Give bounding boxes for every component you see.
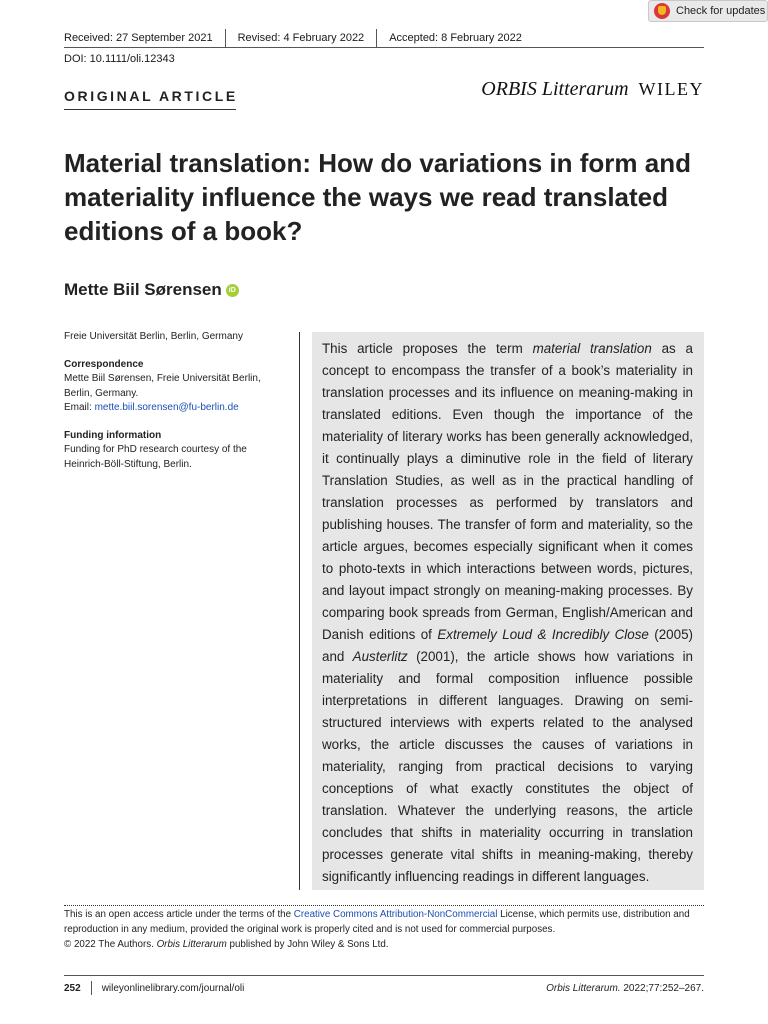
abstract [312,332,704,890]
abstract-part: (2005) and [322,627,693,664]
journal-branding [481,78,704,101]
page-footer [64,981,704,995]
orcid-icon[interactable]: iD [226,284,239,297]
citation [546,983,704,994]
correspondence-email [64,401,289,416]
divider [376,29,377,47]
correspondence-heading: Correspondence [64,358,144,370]
abstract-part: (2001), the article shows how variations in materiality and formal composition influence possible interpretations in different languages. Drawing on semi-structured interviews with experts related to the analysed works, the article discusses the causes of variations in materiality, ranging from practical decisions to varying conceptions of what exactly constitutes the object of translation. Whatever the underlying reasons, the article concludes that shifts in materiality occurring in translation processes generate vital shifts in meaning-making, thereby significantly influencing readings in different languages. [322,649,694,884]
citation-journal: Orbis Litterarum. [546,982,621,994]
copyright [64,937,704,952]
funding [64,429,289,473]
doi[interactable]: DOI: 10.1111/oli.12343 [64,53,175,65]
article-type: ORIGINAL ARTICLE [64,88,238,104]
abstract-part: This article proposes the term [322,341,533,356]
publisher-logo: WILEY [638,79,704,99]
journal-url[interactable]: wileyonlinelibrary.com/journal/oli [101,982,245,994]
divider [91,981,92,995]
page-number: 252 [64,982,81,994]
footer-rule [64,975,704,976]
abstract-term: material translation [532,341,652,356]
citation-details: 2022;77:252–267. [620,982,704,994]
received-date: Received: 27 September 2021 [64,32,213,44]
license-link[interactable]: Creative Commons Attribution-NonCommercial [293,909,498,920]
copyright-part: published by John Wiley & Sons Ltd. [226,939,389,950]
license-rule [64,905,704,906]
license-text [64,907,704,937]
article-type-rule [64,109,236,110]
revised-date: Revised: 4 February 2022 [237,32,365,44]
crossmark-icon [654,3,670,19]
funding-heading: Funding information [64,429,162,441]
affiliation: Freie Universität Berlin, Berlin, Germany [64,331,243,342]
funding-text: Funding for PhD research courtesy of the Heinrich-Böll-Stiftung, Berlin. [64,444,247,470]
column-divider [299,332,300,890]
divider [225,29,226,47]
abstract-book-title: Extremely Loud & Incredibly Close [437,627,649,642]
accepted-date: Accepted: 8 February 2022 [389,32,522,44]
check-for-updates-button[interactable] [648,0,768,22]
article-dates [64,30,704,46]
abstract-part: as a concept to encompass the transfer of a book’s materiality in translation processes and its influence on meaning-making in translated editions. Even though the importance of the materiality of literary works has been generally acknowledged, it continually plays a diminutive role in the field of literary Translation Studies, as well as in the practical handling of translation processes as performed by translators and publishing houses. The transfer of form and materiality, so the article argues, becomes especially significant when it comes to photo-texts in which interactions between words, pictures, and layout impact strongly on meaning-making processes. By comparing book spreads from German, English/American and Danish editions of [322,341,693,642]
license [64,907,704,952]
license-part: License, which permits use, distribution and reproduction in any medium, provided the original work is properly cited and is not used for commercial purposes. [64,909,690,935]
header-rule [64,47,704,48]
copyright-part: © 2022 The Authors. [64,939,157,950]
article-sidebar [64,330,289,485]
license-part: This is an open access article under the terms of the [64,909,294,920]
abstract-text [322,338,693,888]
correspondence [64,358,289,416]
journal-logo: ORBIS Litterarum [481,78,629,100]
abstract-book-title: Austerlitz [352,649,408,664]
correspondence-text: Mette Biil Sørensen, Freie Universität Berlin, Berlin, Germany. [64,373,261,399]
article-title: Material translation: How do variations in form and materiality influence the ways we read translated editions of a book? [64,148,691,246]
email-link[interactable]: mette.biil.sorensen@fu-berlin.de [94,402,239,413]
copyright-journal: Orbis Litterarum [156,939,227,950]
check-for-updates-label: Check for updates [676,5,766,17]
email-label: Email: [64,402,92,413]
author-name[interactable]: Mette Biil Sørensen [64,280,222,299]
author [64,280,239,300]
